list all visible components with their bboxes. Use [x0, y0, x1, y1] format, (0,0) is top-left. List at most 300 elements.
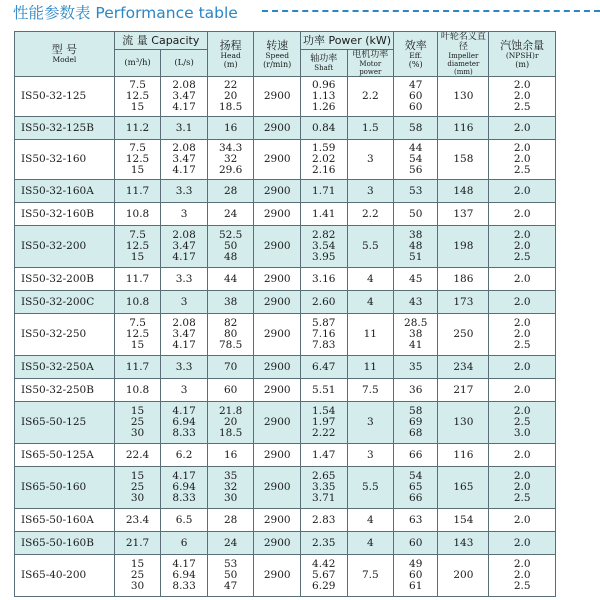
cell-value: 1.47: [312, 448, 336, 461]
cell-value: 2.0: [513, 79, 531, 91]
cell-value: 2.0: [513, 383, 531, 396]
cell-value: 3.35: [312, 481, 336, 493]
cell-model: IS65-50-125A: [15, 444, 115, 467]
title-dashed-rule: [262, 10, 600, 12]
cell-value: 2.0: [513, 569, 531, 581]
cell-impeller-diameter: 186: [438, 268, 489, 291]
cell-model: IS50-32-250: [15, 314, 115, 356]
cell-value: 2.0: [513, 240, 531, 252]
cell-value: 22: [223, 79, 238, 91]
table-row: [15, 555, 556, 597]
cell-speed: 2900: [254, 509, 301, 532]
cell-value: 2.0: [513, 470, 531, 482]
cell-efficiency: [394, 467, 438, 509]
cell-value: 49: [409, 558, 423, 570]
header-head: 扬程 Head (m): [207, 32, 254, 77]
header-capacity: 流 量 Capacity: [114, 32, 207, 50]
cell-head: [207, 402, 254, 444]
cell-value: 24: [223, 536, 238, 549]
cell-npsh: [489, 467, 556, 509]
cell-head: [207, 555, 254, 597]
cell-speed: 2900: [254, 402, 301, 444]
cell-value: 11.7: [125, 184, 150, 197]
cell-value: 2.0: [513, 405, 531, 417]
cell-shaft-power: [300, 140, 347, 180]
cell-value: 16: [223, 448, 238, 461]
cell-speed: 2900: [254, 444, 301, 467]
cell-capacity-ls: [161, 555, 208, 597]
header-efficiency: 效率 Eff. (%): [394, 32, 438, 77]
cell-impeller-diameter: 116: [438, 117, 489, 140]
cell-value: 66: [409, 448, 423, 461]
cell-motor-power: 3: [347, 402, 394, 444]
cell-value: 2.65: [312, 470, 336, 482]
cell-capacity-ls: [161, 402, 208, 444]
cell-value: 12.5: [125, 328, 150, 340]
cell-npsh: [489, 402, 556, 444]
cell-value: 53: [409, 184, 423, 197]
cell-value: 3.3: [175, 184, 193, 197]
cell-value: 6: [180, 536, 188, 549]
cell-capacity-m3h: [114, 203, 161, 226]
cell-speed: 2900: [254, 140, 301, 180]
cell-value: 6.47: [312, 360, 336, 373]
cell-head: [207, 356, 254, 379]
cell-value: 32: [223, 481, 238, 493]
cell-capacity-m3h: [114, 444, 161, 467]
cell-value: 28.5: [404, 317, 428, 329]
cell-value: 2.5: [513, 101, 531, 113]
cell-motor-power: 4: [347, 532, 394, 555]
cell-capacity-m3h: [114, 467, 161, 509]
cell-value: 3.0: [513, 427, 531, 439]
cell-value: 2.0: [513, 229, 531, 241]
table-row: [15, 291, 556, 314]
cell-capacity-ls: [161, 532, 208, 555]
cell-value: 28: [223, 513, 238, 526]
cell-value: 2.22: [312, 427, 336, 439]
cell-shaft-power: [300, 532, 347, 555]
cell-model: IS65-50-125: [15, 402, 115, 444]
cell-efficiency: [394, 117, 438, 140]
cell-value: 60: [409, 101, 423, 113]
cell-value: 15: [130, 164, 145, 176]
cell-motor-power: 7.5: [347, 379, 394, 402]
cell-efficiency: [394, 203, 438, 226]
cell-value: 12.5: [125, 153, 150, 165]
cell-value: 21.7: [125, 536, 150, 549]
cell-value: 2.0: [513, 295, 531, 308]
cell-npsh: [489, 314, 556, 356]
cell-value: 6.94: [172, 416, 196, 428]
cell-npsh: [489, 379, 556, 402]
title-bar: [0, 0, 600, 24]
header-impeller: 叶轮名义直径 Impeller diameter (mm): [438, 32, 489, 77]
cell-value: 3.1: [175, 121, 193, 134]
cell-efficiency: [394, 140, 438, 180]
cell-value: 12.5: [125, 240, 150, 252]
header-shaft: 轴功率 Shaft: [300, 50, 347, 77]
cell-value: 38: [409, 229, 423, 241]
cell-value: 8.33: [172, 427, 196, 439]
cell-value: 45: [409, 272, 423, 285]
cell-value: 58: [409, 405, 423, 417]
cell-value: 15: [130, 101, 145, 113]
cell-shaft-power: [300, 467, 347, 509]
cell-shaft-power: [300, 402, 347, 444]
cell-speed: 2900: [254, 180, 301, 203]
cell-capacity-m3h: [114, 180, 161, 203]
cell-value: 1.71: [312, 184, 336, 197]
header-motor: 电机功率 Motor power: [347, 50, 394, 77]
cell-value: 15: [130, 470, 145, 482]
cell-motor-power: 7.5: [347, 555, 394, 597]
cell-value: 30: [130, 427, 145, 439]
cell-value: 29.6: [218, 164, 243, 176]
header-cap-m3h: (m³/h): [114, 50, 161, 77]
header-model: 型 号 Model: [15, 32, 115, 77]
cell-capacity-m3h: [114, 226, 161, 268]
cell-head: [207, 268, 254, 291]
cell-head: [207, 314, 254, 356]
cell-value: 8.33: [172, 492, 196, 504]
cell-value: 7.5: [129, 79, 146, 91]
cell-efficiency: [394, 314, 438, 356]
table-row: [15, 402, 556, 444]
cell-value: 60: [409, 90, 423, 102]
cell-value: 15: [130, 558, 145, 570]
cell-speed: 2900: [254, 356, 301, 379]
cell-capacity-ls: [161, 117, 208, 140]
cell-head: [207, 180, 254, 203]
cell-impeller-diameter: 198: [438, 226, 489, 268]
cell-impeller-diameter: 130: [438, 77, 489, 117]
cell-value: 1.59: [312, 142, 336, 154]
cell-motor-power: 2.2: [347, 203, 394, 226]
cell-impeller-diameter: 154: [438, 509, 489, 532]
cell-value: 15: [130, 251, 145, 263]
cell-head: [207, 203, 254, 226]
cell-value: 30: [130, 492, 145, 504]
cell-value: 5.51: [312, 383, 336, 396]
cell-shaft-power: [300, 555, 347, 597]
cell-value: 7.83: [312, 339, 336, 351]
cell-npsh: [489, 203, 556, 226]
cell-capacity-ls: [161, 226, 208, 268]
cell-value: 48: [409, 240, 423, 252]
cell-value: 4.42: [312, 558, 336, 570]
cell-value: 47: [223, 580, 238, 592]
cell-value: 52.5: [218, 229, 243, 241]
cell-value: 25: [130, 569, 145, 581]
cell-value: 2.0: [513, 536, 531, 549]
table-row: [15, 509, 556, 532]
cell-capacity-m3h: [114, 117, 161, 140]
cell-efficiency: [394, 291, 438, 314]
cell-head: [207, 77, 254, 117]
cell-capacity-m3h: [114, 356, 161, 379]
cell-value: 35: [223, 470, 238, 482]
cell-value: 2.08: [172, 142, 196, 154]
cell-value: 53: [223, 558, 238, 570]
cell-value: 10.8: [125, 295, 150, 308]
cell-value: 20: [223, 416, 238, 428]
cell-impeller-diameter: 148: [438, 180, 489, 203]
table-row: [15, 444, 556, 467]
cell-efficiency: [394, 356, 438, 379]
cell-value: 2.08: [172, 229, 196, 241]
cell-value: 3: [180, 295, 188, 308]
cell-value: 3.16: [312, 272, 336, 285]
cell-value: 50: [223, 240, 238, 252]
table-row: [15, 77, 556, 117]
cell-model: IS50-32-160B: [15, 203, 115, 226]
cell-value: 50: [409, 207, 423, 220]
cell-impeller-diameter: 143: [438, 532, 489, 555]
cell-value: 3.71: [312, 492, 336, 504]
cell-speed: 2900: [254, 77, 301, 117]
cell-capacity-ls: [161, 291, 208, 314]
cell-impeller-diameter: 165: [438, 467, 489, 509]
cell-value: 2.0: [513, 142, 531, 154]
cell-efficiency: [394, 532, 438, 555]
cell-shaft-power: [300, 226, 347, 268]
cell-motor-power: 4: [347, 291, 394, 314]
cell-motor-power: 3: [347, 444, 394, 467]
cell-head: [207, 226, 254, 268]
cell-value: 58: [409, 121, 423, 134]
cell-shaft-power: [300, 268, 347, 291]
cell-value: 6.94: [172, 569, 196, 581]
cell-efficiency: [394, 226, 438, 268]
cell-speed: 2900: [254, 379, 301, 402]
cell-model: IS65-40-200: [15, 555, 115, 597]
cell-value: 18.5: [218, 427, 243, 439]
cell-npsh: [489, 140, 556, 180]
cell-value: 34.3: [218, 142, 243, 154]
cell-value: 60: [409, 569, 423, 581]
cell-value: 10.8: [125, 207, 150, 220]
table-row: [15, 467, 556, 509]
cell-value: 2.5: [513, 251, 531, 263]
cell-value: 3.54: [312, 240, 336, 252]
table-row: [15, 180, 556, 203]
cell-value: 2.0: [513, 513, 531, 526]
table-row: [15, 356, 556, 379]
cell-model: IS65-50-160B: [15, 532, 115, 555]
cell-value: 20: [223, 90, 238, 102]
cell-efficiency: [394, 379, 438, 402]
cell-shaft-power: [300, 379, 347, 402]
cell-value: 44: [223, 272, 238, 285]
cell-value: 2.82: [312, 229, 336, 241]
cell-value: 2.0: [513, 328, 531, 340]
cell-value: 54: [409, 470, 423, 482]
cell-value: 63: [409, 513, 423, 526]
cell-motor-power: 2.2: [347, 77, 394, 117]
cell-value: 2.35: [312, 536, 336, 549]
cell-shaft-power: [300, 180, 347, 203]
cell-value: 41: [409, 339, 423, 351]
cell-capacity-m3h: [114, 268, 161, 291]
header-npsh: 汽蚀余量 (NPSH)r (m): [489, 32, 556, 77]
cell-npsh: [489, 356, 556, 379]
cell-speed: 2900: [254, 117, 301, 140]
cell-shaft-power: [300, 509, 347, 532]
cell-shaft-power: [300, 77, 347, 117]
cell-value: 2.60: [312, 295, 336, 308]
cell-value: 3: [180, 383, 188, 396]
cell-capacity-ls: [161, 379, 208, 402]
cell-value: 2.0: [513, 184, 531, 197]
cell-value: 2.0: [513, 448, 531, 461]
cell-motor-power: 5.5: [347, 226, 394, 268]
cell-value: 4.17: [172, 558, 196, 570]
cell-value: 35: [409, 360, 423, 373]
table-row: [15, 140, 556, 180]
cell-npsh: [489, 268, 556, 291]
cell-value: 6.2: [175, 448, 193, 461]
cell-capacity-ls: [161, 314, 208, 356]
cell-value: 36: [409, 383, 423, 396]
cell-value: 4.17: [172, 470, 196, 482]
performance-table: [14, 31, 556, 597]
table-header: [15, 32, 556, 77]
cell-capacity-m3h: [114, 402, 161, 444]
cell-value: 3.47: [172, 328, 196, 340]
cell-capacity-ls: [161, 203, 208, 226]
cell-model: IS65-50-160A: [15, 509, 115, 532]
cell-efficiency: [394, 180, 438, 203]
cell-value: 43: [409, 295, 423, 308]
cell-value: 5.67: [312, 569, 336, 581]
cell-value: 3.47: [172, 240, 196, 252]
cell-head: [207, 509, 254, 532]
cell-model: IS50-32-125: [15, 77, 115, 117]
cell-motor-power: 4: [347, 509, 394, 532]
table-body: [15, 77, 556, 597]
header-cap-ls: (L/s): [161, 50, 208, 77]
cell-value: 1.54: [312, 405, 336, 417]
cell-value: 51: [409, 251, 423, 263]
cell-efficiency: [394, 444, 438, 467]
cell-value: 3.47: [172, 90, 196, 102]
cell-value: 2.0: [513, 317, 531, 329]
cell-impeller-diameter: 116: [438, 444, 489, 467]
cell-value: 54: [409, 153, 423, 165]
header-power: 功率 Power (kW): [300, 32, 393, 50]
cell-efficiency: [394, 555, 438, 597]
cell-capacity-m3h: [114, 379, 161, 402]
cell-shaft-power: [300, 444, 347, 467]
cell-value: 2.0: [513, 558, 531, 570]
cell-value: 1.97: [312, 416, 336, 428]
cell-value: 70: [223, 360, 238, 373]
cell-capacity-m3h: [114, 532, 161, 555]
cell-value: 2.0: [513, 272, 531, 285]
cell-model: IS50-32-125B: [15, 117, 115, 140]
cell-value: 2.5: [513, 580, 531, 592]
cell-motor-power: 5.5: [347, 467, 394, 509]
table-row: [15, 268, 556, 291]
cell-value: 56: [409, 164, 423, 176]
cell-value: 47: [409, 79, 423, 91]
cell-speed: 2900: [254, 555, 301, 597]
cell-value: 2.0: [513, 207, 531, 220]
cell-model: IS50-32-160: [15, 140, 115, 180]
cell-head: [207, 532, 254, 555]
cell-capacity-ls: [161, 509, 208, 532]
cell-capacity-ls: [161, 268, 208, 291]
cell-capacity-ls: [161, 444, 208, 467]
cell-value: 1.41: [312, 207, 336, 220]
cell-capacity-m3h: [114, 555, 161, 597]
cell-value: 10.8: [125, 383, 150, 396]
cell-value: 66: [409, 492, 423, 504]
cell-motor-power: 1.5: [347, 117, 394, 140]
cell-value: 50: [223, 569, 238, 581]
cell-value: 23.4: [125, 513, 150, 526]
cell-npsh: [489, 291, 556, 314]
cell-shaft-power: [300, 117, 347, 140]
cell-efficiency: [394, 268, 438, 291]
cell-value: 2.83: [312, 513, 336, 526]
cell-value: 61: [409, 580, 423, 592]
cell-speed: 2900: [254, 226, 301, 268]
cell-capacity-m3h: [114, 140, 161, 180]
cell-capacity-ls: [161, 356, 208, 379]
cell-head: [207, 291, 254, 314]
cell-value: 5.87: [312, 317, 336, 329]
cell-value: 4.17: [172, 101, 196, 113]
cell-value: 22.4: [125, 448, 150, 461]
cell-value: 2.5: [513, 492, 531, 504]
cell-value: 0.84: [312, 121, 336, 134]
cell-capacity-ls: [161, 180, 208, 203]
cell-model: IS65-50-160: [15, 467, 115, 509]
cell-capacity-m3h: [114, 314, 161, 356]
cell-speed: 2900: [254, 314, 301, 356]
cell-shaft-power: [300, 314, 347, 356]
cell-capacity-ls: [161, 467, 208, 509]
header-speed: 转速 Speed (r/min): [254, 32, 301, 77]
cell-value: 7.16: [312, 328, 336, 340]
cell-capacity-m3h: [114, 509, 161, 532]
cell-value: 11.7: [125, 360, 150, 373]
cell-value: 80: [223, 328, 238, 340]
cell-value: 82: [223, 317, 238, 329]
cell-head: [207, 467, 254, 509]
cell-value: 28: [223, 184, 238, 197]
cell-value: 78.5: [218, 339, 243, 351]
cell-impeller-diameter: 217: [438, 379, 489, 402]
cell-efficiency: [394, 402, 438, 444]
cell-value: 11.7: [125, 272, 150, 285]
cell-head: [207, 140, 254, 180]
cell-value: 38: [409, 328, 423, 340]
cell-speed: 2900: [254, 203, 301, 226]
cell-value: 3.3: [175, 360, 193, 373]
cell-value: 4.17: [172, 405, 196, 417]
cell-value: 24: [223, 207, 238, 220]
cell-value: 2.16: [312, 164, 336, 176]
table-row: [15, 379, 556, 402]
cell-shaft-power: [300, 356, 347, 379]
cell-value: 15: [130, 405, 145, 417]
cell-npsh: [489, 509, 556, 532]
cell-value: 7.5: [129, 229, 146, 241]
cell-impeller-diameter: 234: [438, 356, 489, 379]
